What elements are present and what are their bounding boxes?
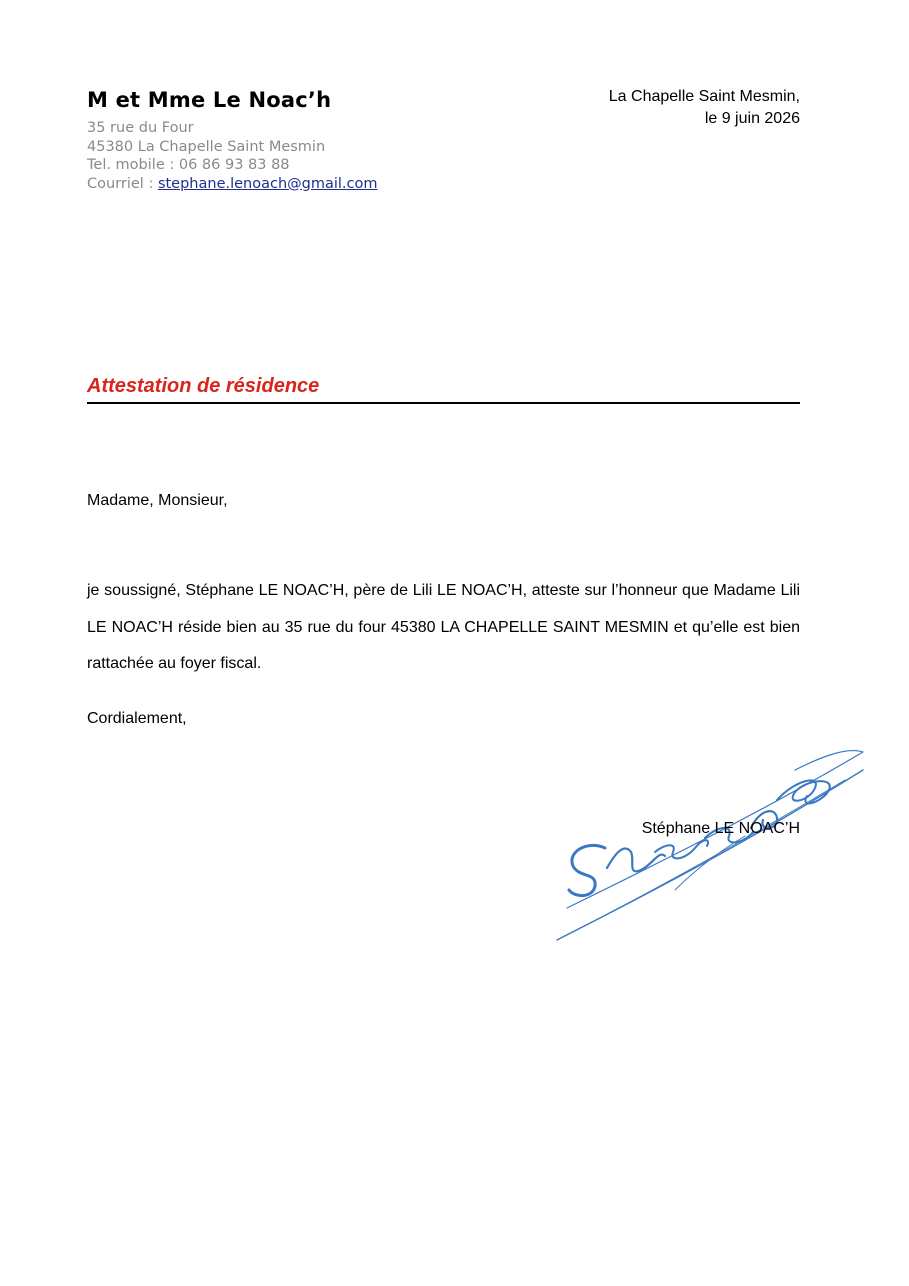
sender-email-link[interactable]: stephane.lenoach@gmail.com <box>157 175 378 192</box>
sender-name: M et Mme Le Noac’h <box>87 88 332 112</box>
handwritten-signature <box>545 740 875 950</box>
sender-address-line1: 35 rue du Four <box>87 120 194 136</box>
letter-place: La Chapelle Saint Mesmin, <box>608 88 800 105</box>
signer-name: Stéphane LE NOAC’H <box>641 820 800 837</box>
sender-address-line2: 45380 La Chapelle Saint Mesmin <box>87 138 326 155</box>
subject-underline <box>87 402 800 404</box>
sender-phone: Tel. mobile : 06 86 93 83 88 <box>87 157 290 173</box>
place-date-block <box>609 86 800 130</box>
sender-email-label: Courriel : <box>87 175 158 192</box>
closing: Cordialement, <box>87 710 187 727</box>
letter-date: le 9 juin 2026 <box>704 110 800 127</box>
sender-email-line <box>87 175 507 194</box>
letter-subject: Attestation de résidence <box>87 375 320 397</box>
letter-body: je soussigné, Stéphane LE NOAC’H, père de Lili LE NOAC’H, atteste sur l’honneur que Madame Lili LE NOAC’H réside bien au 35 rue du four 45380 LA CHAPELLE SAINT MESMIN et qu’elle est bien rattachée au foyer fiscal. <box>87 582 800 672</box>
salutation: Madame, Monsieur, <box>87 492 228 509</box>
sender-block <box>87 86 507 193</box>
